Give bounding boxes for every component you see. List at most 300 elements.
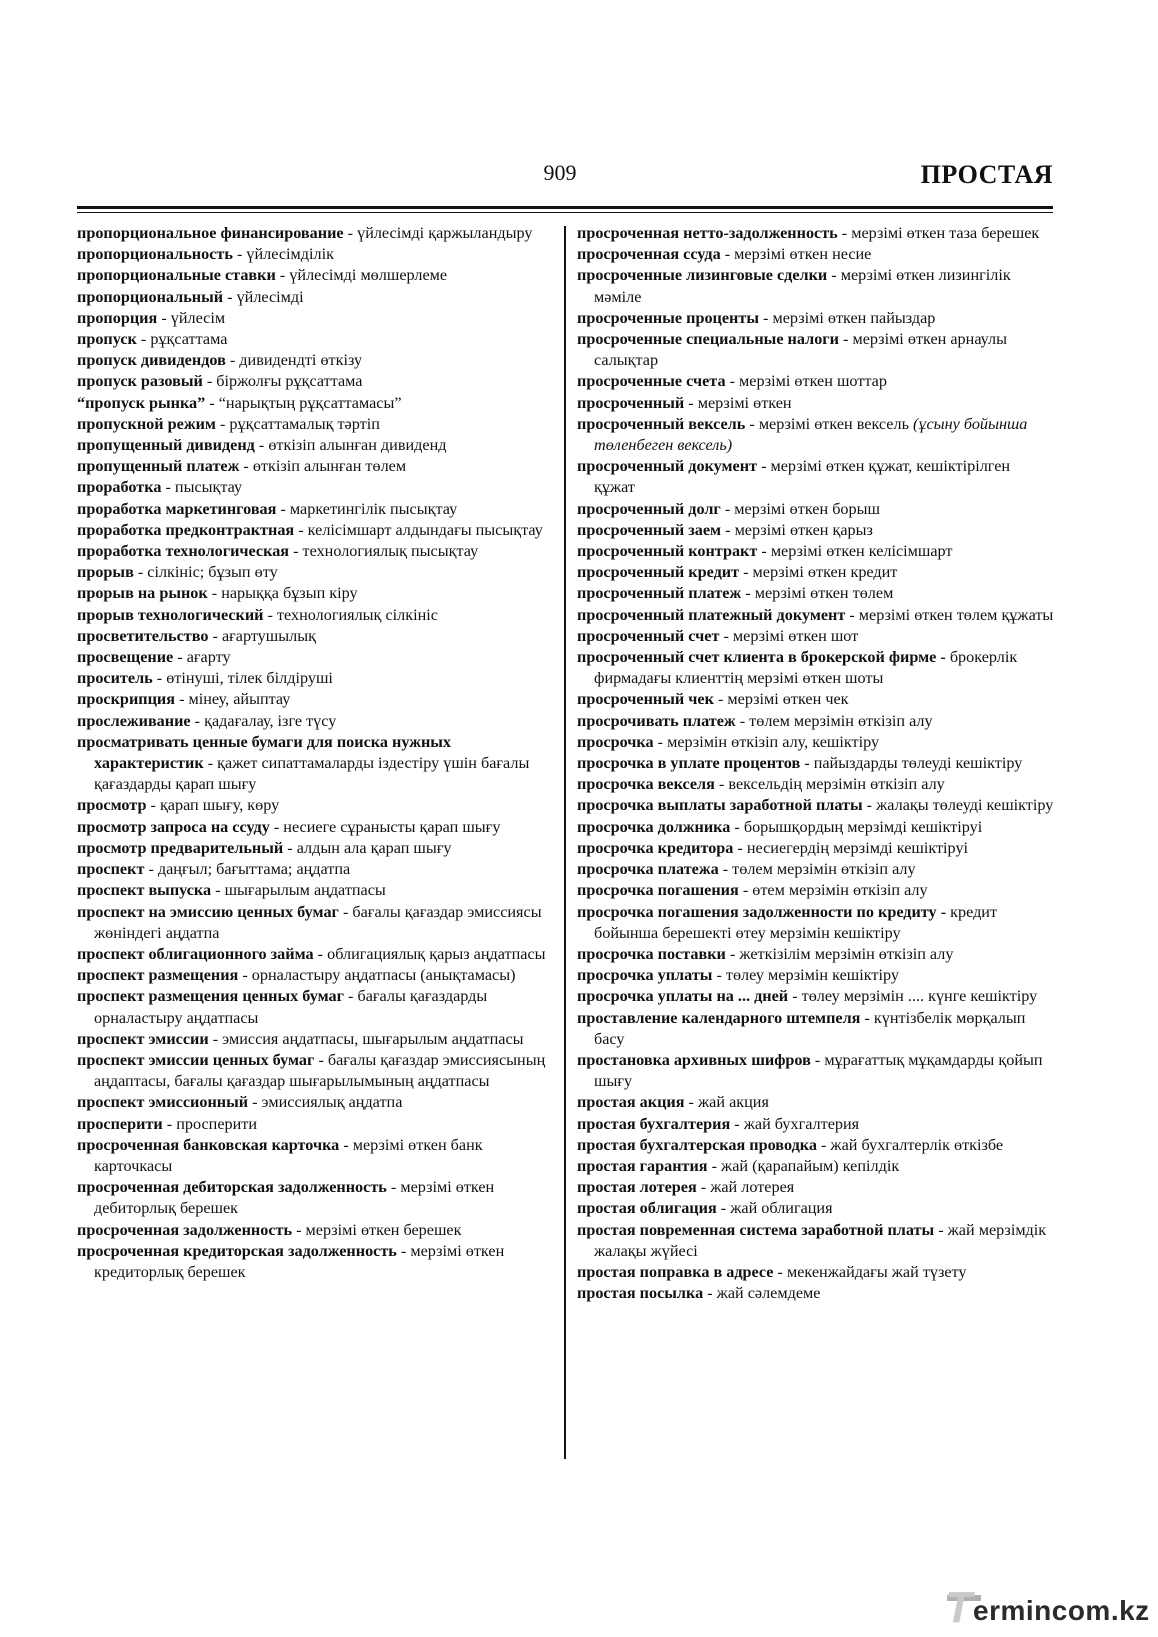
- entry-separator: -: [269, 817, 284, 836]
- entry-definition: ағарту: [186, 648, 231, 667]
- dictionary-entry: [577, 583, 1055, 604]
- dictionary-entry: [77, 1135, 552, 1177]
- dictionary-entry: [577, 902, 1055, 944]
- entry-term: просроченный заем: [577, 520, 722, 539]
- entry-definition: борышқордың мерзімді кешіктіруі: [743, 817, 983, 836]
- entry-definition: мерзімі өткен: [697, 393, 792, 412]
- entry-separator: -: [386, 1178, 401, 1197]
- entry-definition: бағалы қағаздар эмиссиясы жөніндегі аңдатпа: [94, 902, 542, 942]
- entry-term: просрочка погашения задолженности по кредиту -: [577, 902, 947, 921]
- dictionary-entry: [577, 605, 1055, 626]
- entry-term: проспект эмиссии ценных бумаг: [77, 1050, 315, 1069]
- dictionary-entry: [77, 350, 552, 371]
- entry-definition: қажет сипаттамаларды іздестіру үшін бағалы қағаздарды қарап шығу: [94, 754, 530, 794]
- entry-separator: -: [860, 1008, 874, 1027]
- right-column: [577, 223, 1055, 1304]
- entry-term: просроченные проценты: [577, 308, 759, 327]
- entry-term: проработка маркетинговая: [77, 499, 277, 518]
- entry-term: проспект облигационного займа: [77, 944, 314, 963]
- entry-term: пропускной режим: [77, 414, 216, 433]
- dictionary-entry: [577, 795, 1055, 816]
- entry-separator: -: [725, 944, 740, 963]
- dictionary-entry: [77, 1241, 552, 1283]
- entry-separator: -: [190, 711, 205, 730]
- entry-definition: маркетингілік пысықтау: [289, 499, 458, 518]
- entry-definition: жалақы төлеуді кешіктіру: [876, 796, 1054, 815]
- entry-definition: жай облигация: [730, 1199, 833, 1218]
- entry-definition: күнтізбелік мөрқалып басу: [594, 1008, 1026, 1048]
- dictionary-entry: [77, 265, 552, 286]
- dictionary-entry: [577, 541, 1055, 562]
- entry-separator: -: [175, 690, 189, 709]
- entry-definition: өткізіп алынған төлем: [252, 457, 407, 476]
- dictionary-entry: [77, 647, 552, 668]
- entry-term: проспект размещения: [77, 966, 239, 985]
- entry-definition: мерзімі өткен чек: [727, 690, 849, 709]
- dictionary-entry: [77, 393, 552, 414]
- entry-definition: мекенжайдағы жай түзету: [786, 1262, 967, 1281]
- dictionary-entry: [577, 1198, 1055, 1219]
- dictionary-entry: [77, 902, 552, 944]
- dictionary-entry: [577, 986, 1055, 1007]
- entry-term: просмотр предварительный: [77, 838, 284, 857]
- entry-definition: мерзімі өткен берешек: [305, 1220, 462, 1239]
- entry-term: просроченная задолженность: [77, 1220, 293, 1239]
- entry-term: просрочка в уплате процентов: [577, 754, 801, 773]
- entry-definition: өтем мерзімін өткізіп алу: [752, 881, 928, 900]
- entry-separator: -: [721, 520, 735, 539]
- entry-term: пропорциональный: [77, 287, 224, 306]
- entry-definition: төлем мерзімін өткізіп алу: [749, 711, 933, 730]
- entry-definition: мерзімі өткен құжат, кешіктірілген құжат: [594, 457, 1011, 497]
- entry-term: просрочка: [577, 732, 654, 751]
- entry-term: простая поправка в адресе: [577, 1262, 774, 1281]
- entry-term: просмотр запроса на ссуду: [77, 817, 270, 836]
- entry-definition: жай бухгалтерия: [743, 1114, 860, 1133]
- entry-definition: мерзімі өткен таза берешек: [851, 224, 1040, 242]
- entry-term: проспект: [77, 860, 145, 879]
- entry-separator: -: [718, 860, 733, 879]
- entry-definition: үйлесім: [170, 308, 226, 327]
- dictionary-entry: [77, 605, 552, 626]
- entry-separator: -: [208, 1029, 223, 1048]
- entry-definition: мерзімі өткен қарыз: [734, 520, 873, 539]
- entry-term: прорыв технологический: [77, 605, 264, 624]
- entry-definition: үйлесімді мөлшерлеме: [289, 266, 448, 285]
- entry-definition: мерзімі өткен шоттар: [739, 372, 887, 391]
- dictionary-entry: [577, 1008, 1055, 1050]
- entry-definition: жай бухгалтерлік өткізбе: [830, 1135, 1004, 1154]
- dictionary-entry: [77, 499, 552, 520]
- entry-term: просперити: [77, 1114, 163, 1133]
- entry-term: просрочка кредитора: [577, 838, 734, 857]
- entry-term: просроченный счет: [577, 626, 720, 645]
- entry-term: просроченная дебиторская задолженность: [77, 1178, 387, 1197]
- entry-term: просрочивать платеж: [577, 711, 736, 730]
- entry-separator: -: [275, 266, 290, 285]
- entry-separator: -: [146, 796, 160, 815]
- entry-term: пропущенный платеж: [77, 457, 240, 476]
- entry-definition: мерзімі өткен келісімшарт: [770, 542, 953, 561]
- entry-term: простановка архивных шифров: [577, 1050, 811, 1069]
- entry-separator: -: [276, 499, 290, 518]
- entry-definition: несиегердің мерзімді кешіктіруі: [746, 838, 969, 857]
- header-rule-thick: [77, 206, 1053, 209]
- entry-definition: жай (қарапайым) кепілдік: [721, 1156, 900, 1175]
- dictionary-entry: [577, 859, 1055, 880]
- entry-separator: -: [827, 266, 841, 285]
- entry-term: проработка: [77, 478, 162, 497]
- entry-separator: -: [161, 478, 175, 497]
- entry-term: простая лотерея: [577, 1178, 697, 1197]
- entry-separator: -: [343, 224, 358, 242]
- dictionary-entry: [577, 371, 1055, 392]
- entry-definition: жеткізілім мерзімін өткізіп алу: [739, 944, 954, 963]
- entry-term: пропуск разовый: [77, 372, 203, 391]
- watermark-mark: T: [945, 1583, 972, 1632]
- entry-definition: мерзімі өткен банк карточкасы: [94, 1135, 483, 1175]
- entry-separator: -: [289, 542, 303, 561]
- entry-separator: -: [735, 711, 750, 730]
- dictionary-entry: [577, 880, 1055, 901]
- entry-term: просвещение: [77, 648, 174, 667]
- dictionary-entry: [77, 880, 552, 901]
- entry-term: просматривать ценные бумаги для поиска нужных характеристик: [77, 732, 452, 773]
- termincom-watermark: [945, 1583, 1150, 1632]
- dictionary-entry: [77, 859, 552, 880]
- dictionary-entry: [577, 244, 1055, 265]
- entry-separator: -: [223, 287, 237, 306]
- entry-term: пропуск: [77, 330, 137, 349]
- dictionary-entry: [77, 287, 552, 308]
- entry-term: простая гарантия: [577, 1156, 708, 1175]
- dictionary-entry: [77, 1029, 552, 1050]
- dictionary-entry: [77, 329, 552, 350]
- entry-definition: ағартушылық: [221, 626, 316, 645]
- dictionary-entry: [577, 1177, 1055, 1198]
- entry-separator: -: [712, 966, 726, 985]
- entry-separator: -: [838, 330, 853, 349]
- header-rule-thin: [77, 212, 1053, 213]
- dictionary-entry: [577, 1114, 1055, 1135]
- dictionary-entry: [77, 541, 552, 562]
- dictionary-entry: [77, 414, 552, 435]
- dictionary-entry: [577, 1283, 1055, 1304]
- entry-term: простая бухгалтерия: [577, 1114, 731, 1133]
- dictionary-entry: [577, 647, 1055, 689]
- entry-term: просветительство: [77, 626, 209, 645]
- entry-separator: -: [738, 881, 753, 900]
- entry-definition: эмиссиялық аңдатпа: [261, 1093, 403, 1112]
- entry-separator: -: [757, 542, 771, 561]
- dictionary-entry: [577, 520, 1055, 541]
- entry-separator: -: [283, 838, 297, 857]
- entry-definition: мерзімі өткен төлем құжаты: [858, 605, 1054, 624]
- dictionary-entry: [577, 456, 1055, 498]
- entry-definition: вексельдің мерзімін өткізіп алу: [728, 775, 945, 794]
- entry-separator: -: [396, 1241, 411, 1260]
- entry-separator: -: [232, 245, 247, 264]
- dictionary-entry: [77, 583, 552, 604]
- entry-separator: -: [157, 308, 171, 327]
- entry-separator: -: [810, 1050, 825, 1069]
- entry-separator: -: [716, 1199, 731, 1218]
- entry-definition: үйлесімді қаржыландыру: [357, 224, 533, 242]
- entry-separator: -: [800, 754, 814, 773]
- entry-separator: -: [339, 1135, 353, 1154]
- entry-term: просроченные счета: [577, 372, 726, 391]
- entry-note: (ұсыну бойынша төленбеген вексель): [594, 414, 1028, 455]
- dictionary-entry: [77, 626, 552, 647]
- entry-separator: -: [205, 393, 219, 412]
- dictionary-entry: [77, 944, 552, 965]
- entry-separator: -: [720, 245, 735, 264]
- entry-definition: пысықтау: [174, 478, 243, 497]
- entry-separator: -: [136, 330, 151, 349]
- entry-separator: -: [720, 499, 735, 518]
- entry-definition: алдын ала қарап шығу: [296, 838, 452, 857]
- entry-separator: -: [294, 520, 308, 539]
- running-head: ПРОСТАЯ: [920, 160, 1053, 189]
- entry-term: простая посылка: [577, 1284, 704, 1303]
- entry-term: просрочка погашения: [577, 881, 739, 900]
- dictionary-entry: [77, 732, 552, 796]
- dictionary-entry: [77, 1177, 552, 1219]
- entry-definition: технологиялық сілкініс: [276, 605, 438, 624]
- entry-definition: өтінуші, тілек білдіруші: [166, 669, 333, 688]
- entry-definition: мерзімі өткен шот: [732, 626, 859, 645]
- entry-separator: -: [684, 1093, 698, 1112]
- dictionary-entry: [77, 371, 552, 392]
- entry-separator: -: [133, 563, 148, 582]
- dictionary-entry: [77, 1050, 552, 1092]
- entry-separator: -: [292, 1220, 306, 1239]
- entry-definition: жай лотерея: [710, 1178, 795, 1197]
- entry-term: пропуск дивидендов: [77, 351, 226, 370]
- dictionary-entry: [77, 435, 552, 456]
- dictionary-entry: [577, 1092, 1055, 1113]
- entry-term: просроченная нетто-задолженность: [577, 224, 838, 242]
- entry-separator: -: [733, 838, 747, 857]
- entry-term: проскрипция: [77, 690, 176, 709]
- entry-term: просрочка уплаты на ... дней: [577, 987, 789, 1006]
- entry-definition: бағалы қағаздарды орналастыру аңдатпасы: [94, 987, 488, 1027]
- entry-term: пропорциональное финансирование: [77, 224, 344, 242]
- dictionary-entry: [577, 1050, 1055, 1092]
- dictionary-entry: [577, 562, 1055, 583]
- entry-term: просрочка векселя: [577, 775, 715, 794]
- entry-term: просрочка уплаты: [577, 966, 713, 985]
- entry-definition: мерзімін өткізіп алу, кешіктіру: [667, 732, 880, 751]
- entry-definition: мерзімі өткен вексель: [758, 414, 914, 433]
- entry-separator: -: [338, 902, 353, 921]
- entry-definition: төлеу мерзімін .... күнге кешіктіру: [801, 987, 1038, 1006]
- entry-term: проработка технологическая: [77, 542, 290, 561]
- entry-definition: жай мерзімдік жалақы жүйесі: [594, 1220, 1047, 1260]
- dictionary-entry: [577, 774, 1055, 795]
- dictionary-entry: [77, 520, 552, 541]
- entry-separator: -: [653, 732, 668, 751]
- entry-separator: -: [714, 775, 729, 794]
- entry-definition: мерзімі өткен борыш: [734, 499, 880, 518]
- entry-term: просроченные лизинговые сделки: [577, 266, 828, 285]
- entry-definition: брокерлік фирмадағы клиенттің мерзімі өткен шоты: [594, 648, 1018, 688]
- dictionary-entry: [577, 1262, 1055, 1283]
- dictionary-entry: [77, 1092, 552, 1113]
- entry-separator: -: [696, 1178, 711, 1197]
- dictionary-entry: [77, 1220, 552, 1241]
- entry-separator: -: [173, 648, 187, 667]
- dictionary-entry: [77, 244, 552, 265]
- entry-definition: даңғыл; бағыттама; аңдатпа: [157, 860, 351, 879]
- entry-term: просрочка поставки: [577, 944, 726, 963]
- entry-definition: үйлесімділік: [246, 245, 334, 264]
- entry-separator: -: [203, 754, 218, 773]
- entry-definition: мерзімі өткен дебиторлық берешек: [94, 1178, 495, 1218]
- dictionary-entry: [77, 562, 552, 583]
- entry-separator: -: [713, 690, 728, 709]
- entry-term: просроченный платеж: [577, 584, 742, 603]
- entry-term: просроченная кредиторская задолженность: [77, 1241, 397, 1260]
- entry-definition: жай сәлемдеме: [716, 1284, 821, 1303]
- entry-definition: мерзімі өткен арнаулы салықтар: [594, 330, 1008, 370]
- entry-term: просроченный чек: [577, 690, 714, 709]
- entry-separator: -: [837, 224, 852, 242]
- dictionary-entry: [577, 732, 1055, 753]
- entry-term: просроченная банковская карточка: [77, 1135, 340, 1154]
- entry-definition: төлем мерзімін өткізіп алу: [732, 860, 916, 879]
- dictionary-entry: [577, 838, 1055, 859]
- entry-separator: -: [162, 1114, 177, 1133]
- entry-definition: бағалы қағаздар эмиссиясының аңдаптасы, бағалы қағаздар шығарылымының аңдатпасы: [94, 1050, 546, 1091]
- dictionary-entry: [77, 838, 552, 859]
- dictionary-entry: [577, 499, 1055, 520]
- entry-separator: -: [208, 626, 222, 645]
- entry-separator: -: [739, 563, 753, 582]
- dictionary-entry: [577, 308, 1055, 329]
- entry-definition: келісімшарт алдындағы пысықтау: [307, 520, 543, 539]
- entry-term: простая повременная система заработной платы: [577, 1220, 935, 1239]
- entry-separator: -: [719, 626, 733, 645]
- entry-term: “пропуск рынка”: [77, 393, 206, 412]
- dictionary-entry: [77, 456, 552, 477]
- entry-separator: -: [862, 796, 877, 815]
- entry-definition: мерзімі өткен төлем: [754, 584, 894, 603]
- entry-separator: -: [758, 308, 773, 327]
- dictionary-entry: [577, 1220, 1055, 1262]
- entry-term: пропорциональные ставки: [77, 266, 276, 285]
- entry-separator: -: [745, 414, 759, 433]
- entry-term: просроченные специальные налоги: [577, 330, 839, 349]
- entry-definition: рұқсаттамалық тәртіп: [229, 414, 380, 433]
- entry-term: просроченный кредит: [577, 563, 740, 582]
- entry-definition: мерзімі өткен кредит: [752, 563, 898, 582]
- dictionary-entry: [577, 329, 1055, 371]
- entry-separator: -: [757, 457, 771, 476]
- entry-term: просроченный вексель: [577, 414, 746, 433]
- entry-term: проставление календарного штемпеля: [577, 1008, 861, 1027]
- entry-definition: пайыздарды төлеуді кешіктіру: [813, 754, 1023, 773]
- entry-definition: шығарылым аңдатпасы: [224, 881, 386, 900]
- entry-separator: -: [248, 1093, 262, 1112]
- entry-term: проспект эмиссионный: [77, 1093, 249, 1112]
- entry-separator: -: [239, 457, 253, 476]
- dictionary-entry: [77, 689, 552, 710]
- dictionary-entry: [577, 414, 1055, 456]
- entry-term: простая бухгалтерская проводка: [577, 1135, 817, 1154]
- dictionary-entry: [77, 817, 552, 838]
- entry-separator: -: [215, 414, 230, 433]
- entry-term: пропорция: [77, 308, 158, 327]
- entry-definition: дивидендті өткізу: [239, 351, 363, 370]
- dictionary-entry: [577, 626, 1055, 647]
- dictionary-entry: [77, 1114, 552, 1135]
- entry-definition: сілкініс; бұзып өту: [147, 563, 278, 582]
- entry-term: прорыв на рынок: [77, 584, 208, 603]
- entry-term: прослеживание: [77, 711, 191, 730]
- entry-term: просроченный документ: [577, 457, 758, 476]
- entry-definition: қарап шығу, көру: [159, 796, 280, 815]
- entry-definition: кредит бойынша берешекті өтеу мерзімін кешіктіру: [594, 902, 998, 942]
- dictionary-entry: [577, 817, 1055, 838]
- entry-separator: -: [144, 860, 158, 879]
- entry-separator: -: [254, 436, 269, 455]
- entry-definition: нарыққа бұзып кіру: [221, 584, 358, 603]
- entry-separator: -: [730, 817, 744, 836]
- entry-term: просроченный долг: [577, 499, 721, 518]
- entry-term: проспект эмиссии: [77, 1029, 209, 1048]
- entry-definition: рұқсаттама: [150, 330, 228, 349]
- left-column: [77, 223, 552, 1283]
- dictionary-entry: [577, 393, 1055, 414]
- entry-definition: мерзімі өткен пайыздар: [772, 308, 936, 327]
- entry-term: просроченный: [577, 393, 685, 412]
- entry-term: просмотр: [77, 796, 147, 815]
- dictionary-entry: [77, 711, 552, 732]
- entry-definition: мерзімі өткен лизингілік мәміле: [594, 266, 1011, 306]
- entry-definition: мұрағаттық мұқамдарды қойып шығу: [594, 1050, 1043, 1091]
- entry-term: проспект выпуска: [77, 881, 212, 900]
- entry-term: просрочка выплаты заработной платы: [577, 796, 863, 815]
- entry-separator: -: [225, 351, 240, 370]
- entry-separator: -: [211, 881, 225, 900]
- dictionary-entry: [577, 265, 1055, 307]
- entry-definition: “нарықтың рұқсаттамасы”: [218, 393, 402, 412]
- entry-term: прорыв: [77, 563, 134, 582]
- watermark-text: ermincom.kz: [973, 1595, 1150, 1626]
- dictionary-entry: [577, 944, 1055, 965]
- entry-separator: -: [263, 605, 277, 624]
- entry-definition: біржолғы рұқсаттама: [216, 372, 363, 391]
- entry-term: пропорциональность: [77, 245, 233, 264]
- entry-definition: мерзімі өткен кредиторлық берешек: [94, 1241, 505, 1281]
- entry-definition: эмиссия аңдатпасы, шығарылым аңдатпасы: [222, 1029, 524, 1048]
- dictionary-entry: [77, 986, 552, 1028]
- entry-term: простая акция: [577, 1093, 685, 1112]
- page-number: 909: [543, 160, 577, 185]
- entry-term: проспект размещения ценных бумаг: [77, 987, 344, 1006]
- dictionary-entry: [577, 965, 1055, 986]
- entry-term: пропущенный дивиденд: [77, 436, 255, 455]
- entry-definition: несиеге сұранысты қарап шығу: [283, 817, 501, 836]
- dictionary-entry: [77, 795, 552, 816]
- dictionary-entry: [77, 477, 552, 498]
- entry-separator: -: [934, 1220, 948, 1239]
- entry-separator: -: [730, 1114, 744, 1133]
- dictionary-entry: [577, 1135, 1055, 1156]
- entry-term: просроченный платежный документ: [577, 605, 846, 624]
- entry-separator: -: [741, 584, 755, 603]
